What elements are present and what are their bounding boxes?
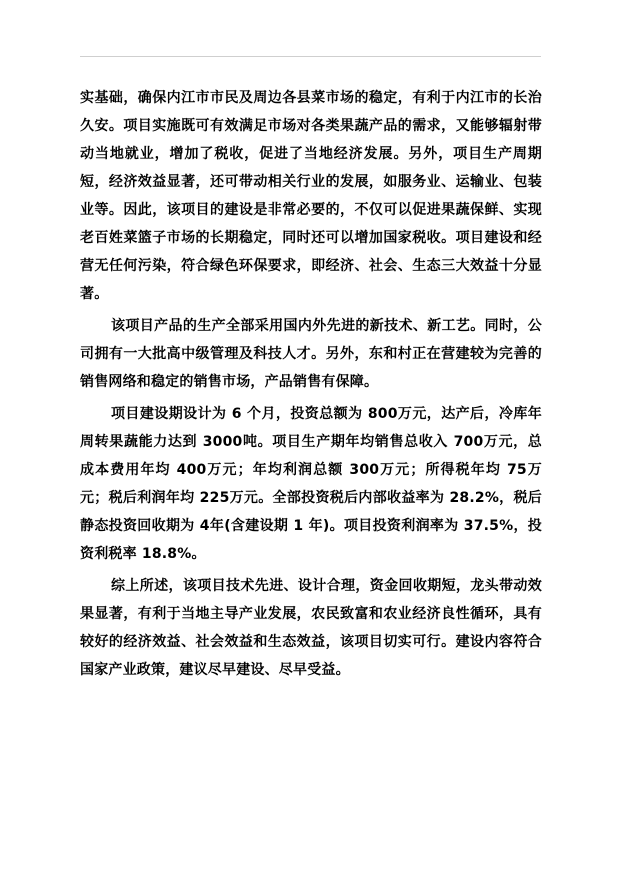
paragraph-technology: 该项目产品的生产全部采用国内外先进的新技术、新工艺。同时，公司拥有一大批高中级管理及科技人才。另外，东和村正在营建较为完善的销售网络和稳定的销售市场，产品销售有保障。: [80, 318, 542, 390]
paragraph-conclusion: 综上所述，该项目技术先进、设计合理，资金回收期短，龙头带动效果显著，有利于当地主导产业发展，农民致富和农业经济良性循环，具有较好的经济效益、社会效益和生态效益，该项目切实可行。建设内容符合国家产业政策，建议尽早建设、尽早受益。: [80, 578, 542, 678]
document-body: [80, 84, 542, 688]
paragraph-investment: 项目建设期设计为 6 个月，投资总额为 800万元，达产后，冷库年周转果蔬能力达到 3000吨。项目生产期年均销售总收入 700万元，总成本费用年均 400万元；年均利润总额 300万元；所得税年均 75万元；税后利润年均 225万元。全部投资税后内部收益率为 28.2%，税后静态投资回收期为 4年(含建设期 1 年)。项目投资利润率为 37.5%，投资利税率 18.8%。: [80, 406, 542, 562]
paragraph-continuation: 实基础，确保内江市市民及周边各县菜市场的稳定，有利于内江市的长治久安。项目实施既可有效满足市场对各类果蔬产品的需求，又能够辐射带动当地就业，增加了税收，促进了当地经济发展。另外，项目生产周期短，经济效益显著，还可带动相关行业的发展，如服务业、运输业、包装业等。因此，该项目的建设是非常必要的，不仅可以促进果蔬保鲜、实现老百姓菜篮子市场的长期稳定，同时还可以增加国家税收。项目建设和经营无任何污染，符合绿色环保要求，即经济、社会、生态三大效益十分显著。: [80, 90, 542, 302]
header-rule: [80, 56, 541, 57]
